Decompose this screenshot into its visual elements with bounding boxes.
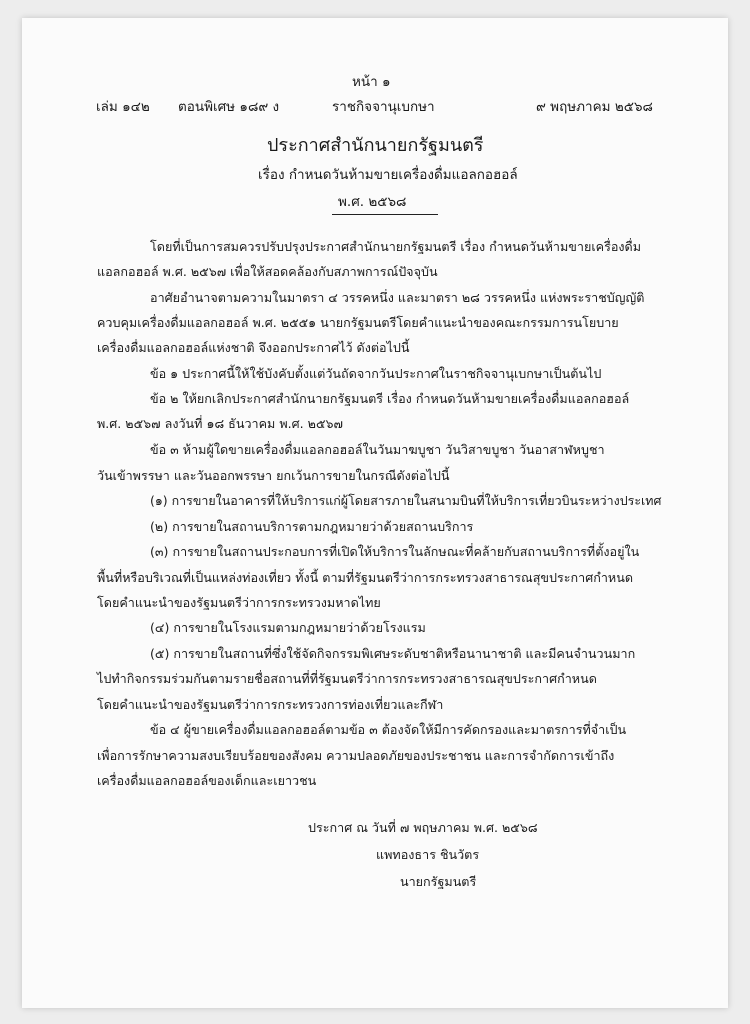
clause-3: ข้อ ๓ ห้ามผู้ใดขายเครื่องดื่มแอลกอฮอล์ในวันมาฆบูชา วันวิสาขบูชา วันอาสาฬหบูชา	[150, 442, 605, 457]
signatory-name: แพทองธาร ชินวัตร	[376, 847, 480, 862]
body-line: แอลกอฮอล์ พ.ศ. ๒๕๖๗ เพื่อให้สอดคล้องกับสภาพการณ์ปัจจุบัน	[97, 264, 438, 279]
exception-3: (๓) การขายในสถานประกอบการที่เปิดให้บริการในลักษณะที่คล้ายกับสถานบริการที่ตั้งอยู่ใน	[150, 544, 640, 559]
document-year: พ.ศ. ๒๕๖๘	[338, 194, 407, 210]
body-line: โดยที่เป็นการสมควรปรับปรุงประกาศสำนักนายกรัฐมนตรี เรื่อง กำหนดวันห้ามขายเครื่องดื่ม	[150, 239, 642, 254]
clause-2: ข้อ ๒ ให้ยกเลิกประกาศสำนักนายกรัฐมนตรี เรื่อง กำหนดวันห้ามขายเครื่องดื่มแอลกอฮอล์	[150, 391, 630, 406]
body-line: พื้นที่หรือบริเวณที่เป็นแหล่งท่องเที่ยว ทั้งนี้ ตามที่รัฐมนตรีว่าการกระทรวงสาธารณสุขประกาศกำหนด	[97, 570, 634, 585]
body-line: อาศัยอำนาจตามความในมาตรา ๔ วรรคหนึ่ง และมาตรา ๒๘ วรรคหนึ่ง แห่งพระราชบัญญัติ	[150, 290, 645, 305]
body-line: ไปทำกิจกรรมร่วมกันตามรายชื่อสถานที่ที่รัฐมนตรีว่าการกระทรวงสาธารณสุขประกาศกำหนด	[97, 671, 597, 686]
signatory-position: นายกรัฐมนตรี	[400, 874, 477, 889]
body-line: วันเข้าพรรษา และวันออกพรรษา ยกเว้นการขายในกรณีดังต่อไปนี้	[97, 468, 450, 483]
body-line: ควบคุมเครื่องดื่มแอลกอฮอล์ พ.ศ. ๒๕๕๑ นายกรัฐมนตรีโดยคำแนะนำของคณะกรรมการนโยบาย	[97, 315, 619, 330]
title-divider	[332, 214, 438, 215]
document-subject: เรื่อง กำหนดวันห้ามขายเครื่องดื่มแอลกอฮอล์	[258, 167, 518, 183]
exception-5: (๕) การขายในสถานที่ซึ่งใช้จัดกิจกรรมพิเศษระดับชาติหรือนานาชาติ และมีคนจำนวนมาก	[150, 646, 636, 661]
clause-1: ข้อ ๑ ประกาศนี้ให้ใช้บังคับตั้งแต่วันถัดจากวันประกาศในราชกิจจานุเบกษาเป็นต้นไป	[150, 366, 602, 381]
body-line: เพื่อการรักษาความสงบเรียบร้อยของสังคม ความปลอดภัยของประชาชน และการจำกัดการเข้าถึง	[97, 748, 615, 763]
exception-4: (๔) การขายในโรงแรมตามกฎหมายว่าด้วยโรงแรม	[150, 620, 426, 635]
volume-number: เล่ม ๑๔๒	[96, 99, 150, 115]
body-line: เครื่องดื่มแอลกอฮอล์แห่งชาติ จึงออกประกาศไว้ ดังต่อไปนี้	[97, 340, 410, 355]
body-line: โดยคำแนะนำของรัฐมนตรีว่าการกระทรวงมหาดไทย	[97, 595, 381, 610]
clause-4: ข้อ ๔ ผู้ขายเครื่องดื่มแอลกอฮอล์ตามข้อ ๓ ต้องจัดให้มีการคัดกรองและมาตรการที่จำเป็น	[150, 722, 627, 737]
exception-1: (๑) การขายในอาคารที่ให้บริการแก่ผู้โดยสารภายในสนามบินที่ให้บริการเที่ยวบินระหว่างประเทศ	[150, 493, 662, 508]
document-title: ประกาศสำนักนายกรัฐมนตรี	[267, 135, 484, 156]
section-number: ตอนพิเศษ ๑๘๙ ง	[178, 99, 280, 115]
body-line: พ.ศ. ๒๕๖๗ ลงวันที่ ๑๘ ธันวาคม พ.ศ. ๒๕๖๗	[97, 416, 343, 431]
body-line: โดยคำแนะนำของรัฐมนตรีว่าการกระทรวงการท่องเที่ยวและกีฬา	[97, 697, 444, 712]
gazette-name: ราชกิจจานุเบกษา	[332, 99, 435, 115]
body-line: เครื่องดื่มแอลกอฮอล์ของเด็กและเยาวชน	[97, 773, 317, 788]
page-number: หน้า ๑	[352, 74, 391, 90]
gazette-date: ๙ พฤษภาคม ๒๕๖๘	[536, 99, 653, 115]
announcement-date: ประกาศ ณ วันที่ ๗ พฤษภาคม พ.ศ. ๒๕๖๘	[308, 820, 538, 835]
exception-2: (๒) การขายในสถานบริการตามกฎหมายว่าด้วยสถานบริการ	[150, 519, 474, 534]
